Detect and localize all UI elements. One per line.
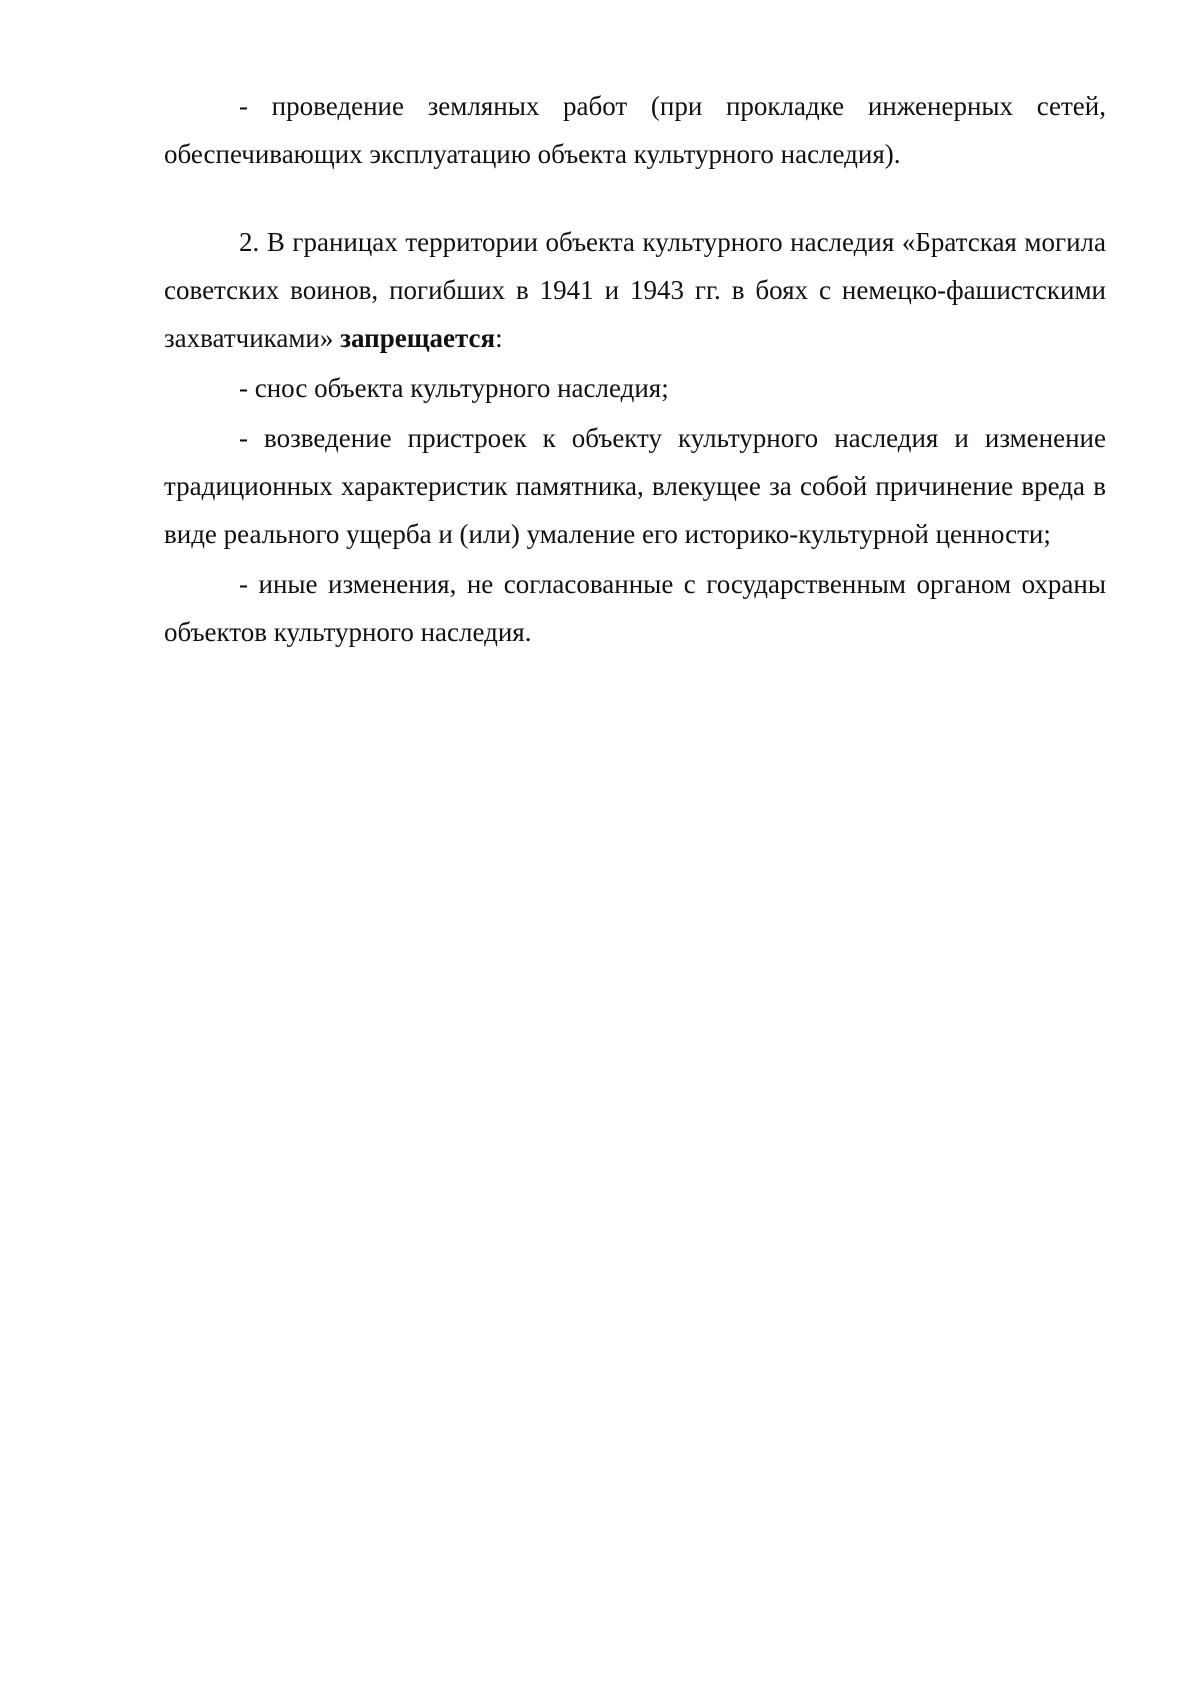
paragraph-text	[164, 218, 1106, 362]
paragraph-demolition	[164, 364, 1106, 412]
prohibited-keyword: запрещается	[340, 323, 496, 353]
paragraph-text: - снос объекта культурного наследия;	[239, 373, 669, 403]
intro-text: 2. В границах территории объекта культурного наследия «Братская могила советских воинов, погибших в 1941 и 1943 гг. в боях с немецко-фашистскими захватчиками»	[164, 227, 1106, 353]
paragraph-text: - проведение земляных работ (при прокладке инженерных сетей, обеспечивающих эксплуатацию объекта культурного наследия).	[164, 91, 1106, 169]
paragraph-earthworks	[164, 82, 1106, 178]
paragraph-prohibitions-intro	[164, 218, 1106, 362]
intro-colon: :	[495, 323, 503, 353]
paragraph-other-changes	[164, 560, 1106, 656]
paragraph-extensions	[164, 414, 1106, 558]
paragraph-text: - возведение пристроек к объекту культурного наследия и изменение традиционных характеристик памятника, влекущее за собой причинение вреда в виде реального ущерба и (или) умаление его историко-культурной ценности;	[164, 423, 1106, 549]
paragraph-text: - иные изменения, не согласованные с государственным органом охраны объектов культурного наследия.	[164, 569, 1106, 647]
